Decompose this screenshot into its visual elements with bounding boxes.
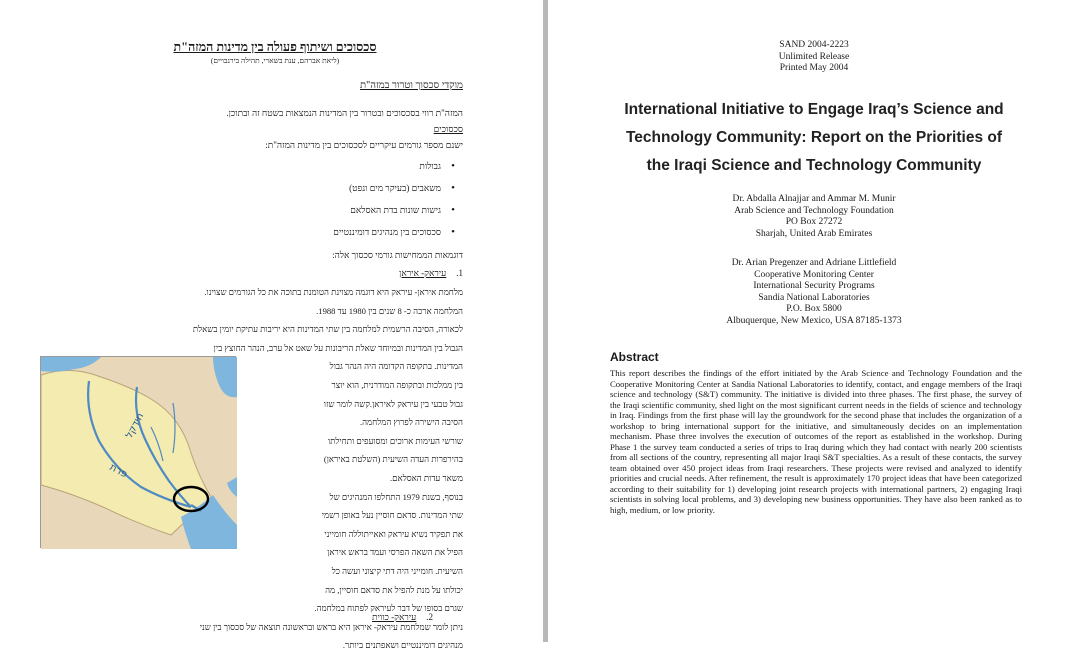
text-line: שתי המדינות. סדאם חוסיין נעל באופן רשמי: [321, 510, 463, 521]
text-line: לכאורה, הסיבה הרשמית למלחמה בין שתי המדינות היא יריבות עתיקת יומין בשאלת: [192, 324, 463, 335]
hebrew-document-page: [0, 0, 543, 651]
text-line: המדינות. בתקופה הקדומה היה הנהר גבול: [329, 361, 463, 372]
item-number: 1.: [456, 268, 463, 278]
tigris-label: חידקל: [123, 411, 147, 441]
hebrew-factors-intro: ישנם מספר גורמים עיקריים לסכסוכים בין מדינות המזה"ת:: [265, 140, 463, 150]
hebrew-item-heading-1: [399, 268, 463, 278]
title-line: Technology Community: Report on the Priorities of: [625, 129, 1003, 146]
text-line: את תפקיד נשיא עיראק ואאייתוללה חומייני: [324, 528, 463, 539]
text-line: השיעית. חומייני היה דתי קיצוני ועשה כל: [331, 565, 463, 576]
abstract-paragraph: This report describes the findings of the effort initiated by the Arab Science and Technology Foundation and the Cooperative Monitoring Center at Sandia National Laboratories to identify, contact, and engage members of the Iraqi science and technology (S&T) community. The initiative is divided into three phases. The first phase, the survey of the Iraqi scientific community, shed light on the most significant current needs in the fields of science and technology in Iraq. Findings from the first phase will lay the groundwork for the second phase that includes the organization of a workshop to bring international support for the initiative, and simultaneously decides on an implementation mechanism. Phase three involves the execution of outcomes of the report as established in the workshop. During Phase 1 the survey team conducted a series of trips to Iraq during which they had contact with nearly 200 scientists from all sections of the country, representing all major Iraqi S&T specialties. As a result of these contacts, the survey team obtained over 450 project ideas from Iraqi researchers. These projects were revised and analyzed to identify priorities and crucial needs. After refinement, the result is approximately 170 project ideas that have been categorized according to their suitability for 1) developing joint research projects with international partners, 2) engaging Iraqi scientists in solving local problems, and 3) developing new business opportunities. They have also been ranked as to high, medium, or low priority.: [610, 368, 1022, 515]
text-line: גבול טבעי בין עיראק לאיראן.קשה לומר שזו: [323, 398, 463, 409]
text-line: שגרם בסופו של דבר לעיראק לפתוח במלחמה.: [314, 603, 463, 614]
author-block-astf: [548, 194, 1080, 240]
title-line: International Initiative to Engage Iraq’s Science and: [624, 101, 1004, 118]
author-line: Arab Science and Technology Foundation: [734, 205, 894, 216]
print-date: Printed May 2004: [779, 63, 849, 73]
report-metadata: [548, 40, 1080, 75]
hebrew-intro-paragraph: המזה"ת רווי בסכסוכים ובטרור בין המדינות הנמצאות בשטח זה ובתוכן.: [226, 108, 463, 118]
list-item: • משאבים (בעיקר מים ונפט): [195, 180, 455, 202]
author-line: P.O. Box 5800: [786, 304, 842, 315]
author-line: Cooperative Monitoring Center: [754, 269, 874, 280]
author-line: Dr. Abdalla Alnajjar and Ammar M. Munir: [732, 194, 896, 204]
item-number: 2.: [426, 612, 433, 622]
english-report-page: [548, 0, 1080, 642]
text-line: בנוסף, בשנת 1979 התחלפו המנהיגים של: [329, 491, 463, 502]
abstract-heading: Abstract: [610, 350, 659, 364]
author-line: Sharjah, United Arab Emirates: [755, 228, 873, 239]
hebrew-bullet-list: [195, 158, 455, 246]
release-status: Unlimited Release: [778, 51, 850, 62]
hebrew-section-heading: מוקדי סכסוך וטרור במזה"ת: [360, 80, 463, 91]
author-line: Sandia National Laboratories: [758, 292, 870, 303]
hebrew-authors: (ליאת אברהם, ענת בשארי, תהילה בירנבויים): [210, 56, 340, 65]
text-line: שורשי העימות ארוכים ומסועפים ותחילתו: [327, 435, 463, 446]
list-item: • סכסוכים בין מנהיגים דומיננטיים: [195, 224, 455, 246]
text-line: משאר עדות האסלאם.: [390, 472, 463, 483]
text-line: המלחמה ארכה כ- 8 שנים בין 1980 עד 1988.: [316, 305, 463, 316]
text-line: הגבול בין המדינות ובמיוחד שאלת הריבונות על שאט אל ערב, הנהר החוצץ בין: [213, 342, 463, 353]
hebrew-item-heading-2: [372, 612, 433, 622]
title-line: the Iraqi Science and Technology Community: [646, 157, 982, 174]
text-line: יכולתו על מנת להפיל את סדאם חוסיין, מה: [325, 584, 463, 595]
tigris-euphrates-map: [40, 356, 236, 548]
text-line: מנהיגים דומיננטיים ושאפתנים ביותר.: [342, 640, 463, 651]
text-line: בין ממלכות ובתקופה המודרנית, הוא יוצר: [331, 379, 463, 390]
text-line: הפיל את השאה הפרסי ועמד בראש איראן: [327, 547, 463, 558]
author-line: Dr. Arian Pregenzer and Adriane Littlefield: [731, 258, 897, 268]
author-line: Albuquerque, New Mexico, USA 87185-1373: [726, 315, 902, 326]
report-title: [588, 96, 1040, 180]
text-line: ניתן לומר שמלחמת עיראק- איראן היא בראש ובראשונה תוצאה של סכסוך בין שני: [199, 621, 463, 632]
text-line: מלחמת איראן- עיראק היא דוגמה מצוינת הטומנת בתוכה את כל הגורמים שצוינו.: [204, 287, 463, 297]
text-line: בהירפרות העדה השיעית (השלטת באיראן): [323, 454, 463, 465]
item-title: עיראק- איראן: [399, 268, 447, 278]
hebrew-subheading: סכסוכים: [433, 124, 463, 134]
report-number: SAND 2004-2223: [779, 40, 849, 50]
hebrew-examples-intro: דוגמאות הממחישות גורמי סכסוך אלה:: [332, 250, 463, 260]
list-item: • גבולות: [195, 158, 455, 180]
map-graphic: [41, 357, 237, 549]
euphrates-label: פרת: [107, 461, 130, 481]
item-title: עיראק- כווית: [372, 612, 417, 622]
author-block-sandia: [548, 258, 1080, 328]
list-item: • גישות שונות בדת האסלאם: [195, 202, 455, 224]
text-line: הסיבה הישירה לפרוץ המלחמה.: [359, 417, 463, 428]
author-line: International Security Programs: [753, 281, 875, 292]
hebrew-title: סכסוכים ושיתוף פעולה בין מדינות המזה"ת: [173, 40, 377, 54]
author-line: PO Box 27272: [785, 217, 843, 228]
